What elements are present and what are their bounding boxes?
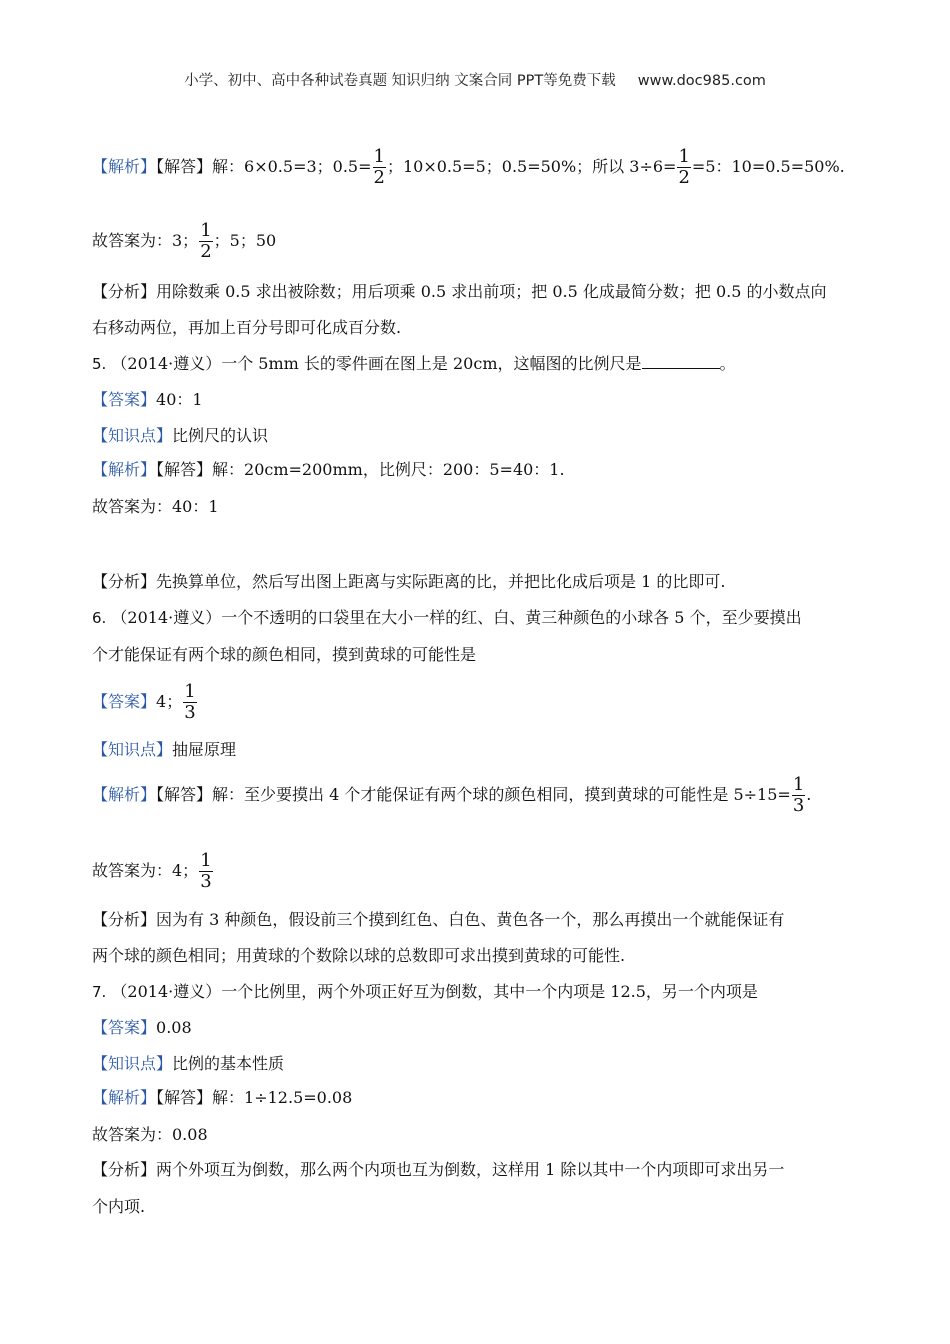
- q5-knowledge: 【知识点】比例尺的认识: [92, 426, 269, 445]
- q6-fenxi-line2: 两个球的颜色相同；用黄球的个数除以球的总数即可求出摸到黄球的可能性.: [92, 946, 626, 965]
- q4-fenxi-line1: 【分析】用除数乘 0.5 求出被除数；用后项乘 0.5 求出前项；把 0.5 化成最简分数；把 0.5 的小数点向: [92, 282, 827, 301]
- q5-stem: 5. （2014·遵义）一个 5mm 长的零件画在图上是 20cm，这幅图的比例尺是 。: [92, 354, 736, 373]
- fraction-one-half: $\frac{1}{2}$: [678, 146, 690, 188]
- q7-stem: 7. （2014·遵义）一个比例里，两个外项正好互为倒数，其中一个内项是 12.5，另一个内项是: [92, 982, 758, 1001]
- q6-jiexi: 【解析】【解答】解：至少要摸出 4 个才能保证有两个球的颜色相同，摸到黄球的可能性是 5÷15= $\frac{1}{3}$ .: [92, 774, 812, 816]
- tag-jiexi: 【解析】: [92, 157, 157, 176]
- q6-fenxi-line1: 【分析】因为有 3 种颜色，假设前三个摸到红色、白色、黄色各一个，那么再摸出一个就能保证有: [92, 910, 785, 929]
- q6-stem-line1: 6. （2014·遵义）一个不透明的口袋里在大小一样的红、白、黄三种颜色的小球各 5 个，至少要摸出: [92, 608, 802, 627]
- q7-knowledge: 【知识点】比例的基本性质: [92, 1054, 285, 1073]
- fraction-one-half: $\frac{1}{2}$: [200, 220, 212, 262]
- q7-answer: 【答案】0.08: [92, 1018, 192, 1037]
- question-number: 6.: [92, 609, 107, 627]
- page-header: [0, 69, 950, 90]
- q7-final-answer: 故答案为：0.08: [92, 1125, 208, 1144]
- q6-final-answer: 故答案为：4； $\frac{1}{3}$: [92, 850, 212, 892]
- fraction-one-third: $\frac{1}{3}$: [792, 774, 805, 816]
- fraction-one-third: $\frac{1}{3}$: [200, 850, 212, 892]
- q5-final-answer: 故答案为：40：1: [92, 497, 219, 516]
- q6-knowledge: 【知识点】抽屉原理: [92, 740, 237, 759]
- q4-jiexi-line: 【解析】【解答】解：6×0.5=3；0.5= $\frac{1}{2}$ ；10×0.5=5；0.5=50%；所以 3÷6= $\frac{1}{2}$ =5：10=0.5=50%.: [92, 146, 845, 188]
- fraction-one-third: $\frac{1}{3}$: [184, 681, 196, 723]
- fraction-one-half: $\frac{1}{2}$: [373, 146, 385, 188]
- question-number: 5.: [92, 355, 107, 373]
- q7-jiexi: 【解析】【解答】解：1÷12.5=0.08: [92, 1088, 353, 1107]
- q4-fenxi-line2: 右移动两位，再加上百分号即可化成百分数.: [92, 318, 402, 337]
- question-number: 7.: [92, 983, 107, 1001]
- header-url[interactable]: www.doc985.com: [637, 73, 766, 89]
- q6-stem-line2: 个才能保证有两个球的颜色相同，摸到黄球的可能性是: [92, 645, 477, 664]
- answer-blank: [642, 354, 720, 369]
- q7-fenxi-line2: 个内项.: [92, 1197, 146, 1216]
- header-text: 小学、初中、高中各种试卷真题 知识归纳 文案合同 PPT等免费下载: [184, 73, 616, 89]
- q5-answer: 【答案】40：1: [92, 390, 203, 409]
- q4-final-answer: 故答案为：3； $\frac{1}{2}$ ；5；50: [92, 220, 277, 262]
- q5-fenxi: 【分析】先换算单位，然后写出图上距离与实际距离的比，并把比化成后项是 1 的比即可.: [92, 572, 726, 591]
- q7-fenxi-line1: 【分析】两个外项互为倒数，那么两个内项也互为倒数，这样用 1 除以其中一个内项即可求出另一: [92, 1160, 785, 1179]
- q6-answer: 【答案】4； $\frac{1}{3}$: [92, 681, 196, 723]
- q5-jiexi: 【解析】【解答】解：20cm=200mm，比例尺：200：5=40：1.: [92, 460, 565, 479]
